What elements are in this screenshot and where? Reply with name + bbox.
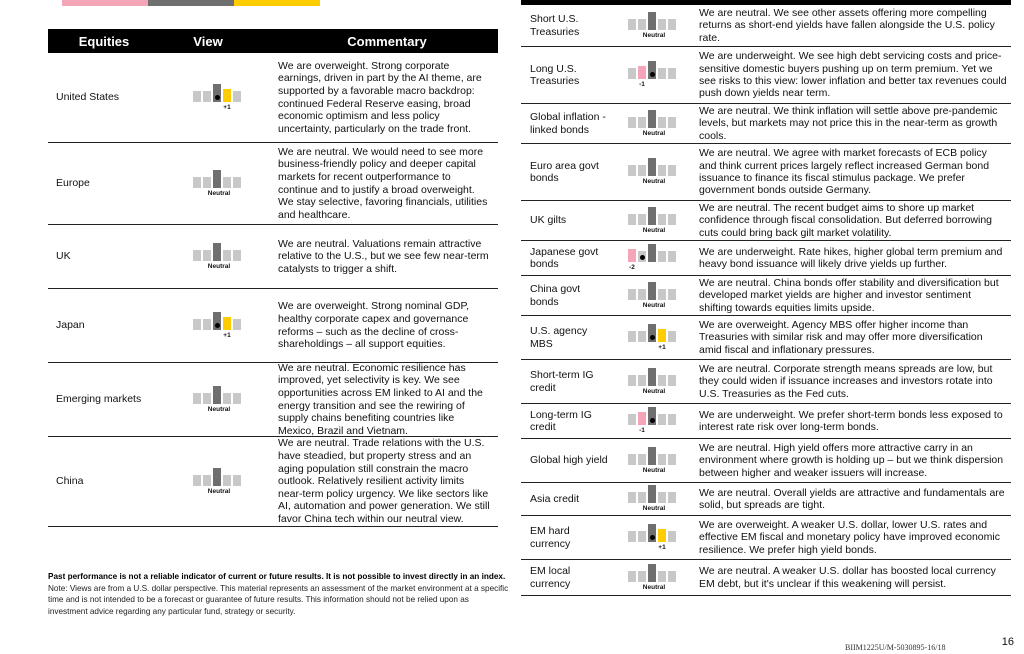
gauge-label: Neutral — [642, 31, 666, 39]
gauge-bar — [648, 447, 656, 465]
gauge-bar — [233, 393, 241, 404]
gauge-bar — [638, 531, 646, 542]
gauge-label: Neutral — [207, 405, 231, 413]
table-row — [521, 144, 1011, 201]
gauge-bar — [628, 331, 636, 342]
view-cell — [160, 85, 278, 111]
asset-name: Asia credit — [530, 492, 580, 505]
asset-name: UK gilts — [530, 214, 567, 227]
gauge-marker-dot — [650, 335, 655, 340]
view-cell — [609, 369, 699, 395]
gauge-bar — [233, 250, 241, 261]
gauge-label: Neutral — [642, 505, 666, 512]
view-gauge — [628, 283, 680, 309]
view-cell — [609, 159, 699, 185]
asset-name: Euro area govt bonds — [530, 159, 599, 184]
view-gauge — [193, 387, 245, 413]
gauge-bar — [628, 165, 636, 176]
gauge-bar — [658, 117, 666, 128]
view-cell — [609, 208, 699, 234]
gauge-label: Neutral — [642, 387, 666, 395]
header-asset: Equities — [78, 33, 130, 49]
gauge-bar — [648, 244, 656, 262]
table-row — [521, 5, 1011, 47]
table-row — [48, 289, 498, 363]
view-gauge — [628, 525, 680, 551]
gauge-bar — [628, 19, 636, 30]
view-gauge — [628, 565, 680, 591]
view-cell — [609, 525, 699, 551]
gauge-bar — [628, 117, 636, 128]
asset-name: Global high yield — [530, 454, 608, 467]
gauge-bar — [628, 531, 636, 542]
view-gauge — [628, 62, 680, 88]
view-gauge — [628, 208, 680, 234]
gauge-bar — [213, 386, 221, 404]
asset-name: China — [56, 475, 84, 487]
asset-name: United States — [56, 91, 120, 103]
commentary: We are neutral. Corporate strength means spreads are low, but they could widen if issuance increases and investors rotate into U.S. Treasuries as the Fed cuts. — [699, 363, 993, 400]
view-cell — [609, 111, 699, 137]
view-cell — [160, 171, 278, 197]
commentary: We are neutral. A weaker U.S. dollar has boosted local currency EM debt, but it's unclear if this weakening will persist. — [699, 565, 996, 590]
asset-name: UK — [56, 250, 71, 262]
gauge-bar — [223, 393, 231, 404]
commentary: We are neutral. High yield offers more attractive carry in an environment where growth is holding up – but we think dispersion between higher and weaker issuers will increase. — [699, 442, 1004, 479]
commentary: We are overweight. Strong corporate earnings, driven in part by the AI theme, are supported by a favorable macro backdrop: continued Federal Reserve easing, broad economic optimism and less policy uncertainty, particularly on the trade front. — [278, 59, 482, 135]
gauge-bar — [233, 91, 241, 102]
gauge-bar — [638, 412, 646, 425]
legend-strip — [62, 0, 320, 6]
asset-name: U.S. agency MBS — [530, 325, 588, 350]
page-number: 16 — [1001, 636, 1014, 648]
table-row — [521, 360, 1011, 404]
legend-overweight-swatch — [234, 0, 320, 6]
gauge-label: -1 — [639, 81, 645, 88]
gauge-bar — [658, 165, 666, 176]
view-gauge — [628, 448, 680, 474]
gauge-bar — [668, 414, 676, 425]
fixed-income-table — [521, 0, 1011, 596]
table-row — [521, 516, 1011, 560]
gauge-label: Neutral — [642, 583, 666, 591]
equities-table-header — [48, 29, 498, 53]
table-row — [48, 225, 498, 289]
commentary: We are neutral. China bonds offer stability and diversification but developed market yields are higher and investor sentiment shifting towards equities limits upside. — [699, 277, 999, 314]
view-cell — [609, 283, 699, 309]
gauge-label: Neutral — [207, 262, 231, 270]
gauge-bar — [628, 214, 636, 225]
table-row — [521, 241, 1011, 276]
view-gauge — [193, 469, 245, 495]
commentary: We are underweight. We prefer short-term bonds less exposed to interest rate risk over long-term bonds. — [699, 408, 1003, 433]
gauge-bar — [638, 289, 646, 300]
table-row — [521, 439, 1011, 483]
asset-name: Japan — [56, 319, 85, 331]
gauge-bar — [628, 454, 636, 465]
gauge-label: Neutral — [207, 189, 231, 197]
asset-name: Europe — [56, 177, 90, 189]
gauge-bar — [638, 571, 646, 582]
commentary: We are overweight. Agency MBS offer higher income than Treasuries with similar risk and may offer more diversification amid fiscal and inflationary pressures. — [699, 319, 983, 356]
gauge-bar — [203, 393, 211, 404]
gauge-bar — [233, 319, 241, 330]
view-gauge — [193, 244, 245, 270]
gauge-bar — [648, 282, 656, 300]
commentary: We are neutral. We agree with market forecasts of ECB policy and think current prices largely reflect increased German bond issuance to finance its fiscal stimulus package. We prefer government bonds outside Germany. — [699, 147, 990, 197]
gauge-bar — [638, 331, 646, 342]
gauge-label: Neutral — [642, 129, 666, 137]
gauge-bar — [648, 207, 656, 225]
view-cell — [609, 245, 699, 271]
commentary: We are neutral. Economic resilience has improved, yet selectivity is key. We see opportunities across EM linked to AI and the energy transition and see the rewiring of supply chains benefiting countries like Mexico, Brazil and Vietnam. — [278, 361, 483, 437]
gauge-bar — [648, 110, 656, 128]
gauge-bar — [668, 214, 676, 225]
gauge-bar — [203, 475, 211, 486]
gauge-bar — [658, 289, 666, 300]
view-cell — [609, 62, 699, 88]
gauge-bar — [233, 475, 241, 486]
gauge-marker-dot — [640, 255, 645, 260]
gauge-bar — [638, 165, 646, 176]
view-gauge — [628, 159, 680, 185]
gauge-bar — [668, 289, 676, 300]
footnote-bold: Past performance is not a reliable indicator of current or future results. It is not possible to invest directly in an index. — [48, 572, 506, 581]
view-gauge — [628, 408, 680, 434]
commentary: We are neutral. Valuations remain attractive relative to the U.S., but we see few near-term catalysts to trigger a shift. — [278, 237, 489, 275]
gauge-bar — [213, 170, 221, 188]
commentary: We are overweight. A weaker U.S. dollar, lower U.S. rates and effective EM fiscal and monetary policy have improved economic resilience. We prefer high yield bonds. — [699, 519, 1000, 556]
gauge-bar — [668, 68, 676, 79]
gauge-bar — [668, 531, 676, 542]
gauge-bar — [648, 485, 656, 503]
gauge-bar — [223, 250, 231, 261]
asset-name: Japanese govt bonds — [530, 245, 599, 270]
gauge-bar — [668, 117, 676, 128]
view-cell — [160, 313, 278, 339]
gauge-marker-dot — [650, 418, 655, 423]
asset-name: Long-term IG credit — [530, 408, 592, 433]
gauge-bar — [213, 243, 221, 261]
gauge-bar — [668, 492, 676, 503]
view-gauge — [628, 486, 680, 512]
commentary: We are neutral. The recent budget aims to shore up market confidence through fiscal consolidation. But deferred borrowing cuts could bring back gilt market volatility. — [699, 202, 993, 239]
legend-underweight-swatch — [62, 0, 148, 6]
table-row — [521, 276, 1011, 316]
gauge-bar — [648, 158, 656, 176]
gauge-label: Neutral — [642, 466, 666, 474]
gauge-label: +1 — [658, 343, 666, 351]
gauge-bar — [648, 368, 656, 386]
view-gauge — [628, 111, 680, 137]
gauge-bar — [668, 331, 676, 342]
commentary: We are underweight. We see high debt servicing costs and price-sensitive domestic buyers pushing up on term premium. Yet we see risks to this view: lower inflation and better tax revenues could push down yields near term. — [699, 50, 1007, 100]
table-row — [48, 363, 498, 437]
gauge-bar — [223, 89, 231, 102]
gauge-bar — [658, 529, 666, 542]
gauge-label: Neutral — [642, 226, 666, 234]
gauge-bar — [628, 249, 636, 262]
view-gauge — [193, 85, 245, 111]
gauge-bar — [668, 251, 676, 262]
gauge-bar — [628, 289, 636, 300]
gauge-bar — [658, 251, 666, 262]
gauge-bar — [628, 492, 636, 503]
gauge-bar — [658, 375, 666, 386]
table-row — [521, 47, 1011, 104]
gauge-bar — [193, 250, 201, 261]
gauge-label: Neutral — [207, 487, 231, 495]
asset-name: Long U.S. Treasuries — [530, 62, 580, 87]
view-gauge — [628, 325, 680, 351]
view-cell — [609, 325, 699, 351]
view-cell — [160, 244, 278, 270]
table-row — [521, 483, 1011, 516]
gauge-bar — [628, 571, 636, 582]
gauge-bar — [223, 317, 231, 330]
gauge-bar — [648, 564, 656, 582]
gauge-label: Neutral — [642, 178, 666, 185]
commentary: We are neutral. We think inflation will settle above pre-pandemic levels, but markets may not price this in the near-term as growth cools. — [699, 105, 998, 142]
table-row — [48, 53, 498, 143]
gauge-bar — [658, 329, 666, 342]
legend-neutral-swatch — [148, 0, 234, 6]
gauge-bar — [658, 214, 666, 225]
gauge-bar — [203, 319, 211, 330]
view-cell — [609, 408, 699, 434]
gauge-marker-dot — [650, 72, 655, 77]
gauge-bar — [668, 165, 676, 176]
commentary: We are underweight. Rate hikes, higher global term premium and heavy bond issuance will likely drive yields up further. — [699, 245, 1003, 270]
gauge-bar — [638, 375, 646, 386]
view-gauge — [628, 245, 680, 271]
gauge-label: -1 — [639, 427, 645, 434]
gauge-bar — [203, 91, 211, 102]
equities-table — [48, 29, 498, 527]
commentary: We are neutral. Overall yields are attractive and fundamentals are solid, but spreads are tight. — [699, 486, 1005, 511]
commentary: We are neutral. Trade relations with the U.S. have steadied, but property stress and an aging population still constrain the macro outlook. Relatively resilient activity limits near-term policy urgency. We like sectors like AI, automation and power generation. We still favor China tech within our neutral view. — [278, 437, 490, 525]
view-gauge — [193, 313, 245, 339]
view-cell — [609, 13, 699, 39]
gauge-label: +1 — [223, 103, 231, 111]
commentary: We are overweight. Strong nominal GDP, healthy corporate capex and governance reforms – such as the decline of cross-shareholdings – all support equities. — [278, 300, 470, 351]
gauge-marker-dot — [215, 323, 220, 328]
gauge-bar — [193, 475, 201, 486]
footnote — [48, 571, 510, 617]
asset-name: Global inflation - linked bonds — [530, 111, 606, 136]
gauge-bar — [658, 414, 666, 425]
asset-name: Emerging markets — [56, 393, 142, 405]
commentary: We are neutral. We would need to see more business-friendly policy and deeper capital markets for recent outperformance to continue and to justify a broad overweight. We stay selective, favoring financials, utilities and healthcare. — [278, 145, 488, 221]
commentary: We are neutral. We see other assets offering more compelling returns as short-end yields have fallen alongside the U.S. policy rate. — [699, 7, 995, 44]
gauge-bar — [223, 177, 231, 188]
view-gauge — [193, 171, 245, 197]
gauge-bar — [233, 177, 241, 188]
gauge-bar — [668, 375, 676, 386]
table-row — [521, 201, 1011, 241]
gauge-bar — [668, 454, 676, 465]
table-row — [48, 437, 498, 527]
gauge-label: +1 — [658, 543, 666, 551]
gauge-label: +1 — [223, 331, 231, 339]
table-row — [521, 316, 1011, 360]
gauge-label: Neutral — [642, 301, 666, 309]
view-cell — [160, 469, 278, 495]
gauge-bar — [213, 468, 221, 486]
gauge-bar — [658, 492, 666, 503]
gauge-bar — [203, 177, 211, 188]
gauge-bar — [193, 393, 201, 404]
gauge-bar — [638, 214, 646, 225]
asset-name: Short U.S. Treasuries — [530, 13, 580, 38]
gauge-bar — [668, 19, 676, 30]
view-cell — [609, 565, 699, 591]
view-gauge — [628, 13, 680, 39]
gauge-bar — [193, 91, 201, 102]
asset-name: EM local currency — [530, 565, 571, 590]
header-view: View — [193, 33, 223, 49]
gauge-bar — [193, 319, 201, 330]
table-row — [521, 404, 1011, 439]
view-cell — [160, 387, 278, 413]
gauge-bar — [203, 250, 211, 261]
gauge-bar — [658, 454, 666, 465]
gauge-marker-dot — [215, 95, 220, 100]
gauge-bar — [638, 454, 646, 465]
view-gauge — [628, 369, 680, 395]
gauge-bar — [628, 68, 636, 79]
footnote-text: Note: Views are from a U.S. dollar perspective. This material represents an assessment of the market environment at a specific time and is not intended to be a forecast or guarantee of future results. This information should not be relied upon as investment advice regarding any particular fund, strategy or security. — [48, 583, 509, 616]
view-cell — [609, 448, 699, 474]
gauge-label: -2 — [629, 264, 635, 271]
gauge-bar — [638, 66, 646, 79]
gauge-bar — [668, 571, 676, 582]
gauge-marker-dot — [650, 535, 655, 540]
gauge-bar — [648, 12, 656, 30]
gauge-bar — [658, 19, 666, 30]
gauge-bar — [223, 475, 231, 486]
table-row — [521, 560, 1011, 596]
gauge-bar — [628, 375, 636, 386]
header-commentary: Commentary — [347, 33, 427, 49]
gauge-bar — [193, 177, 201, 188]
asset-name: China govt bonds — [530, 283, 581, 308]
asset-name: Short-term IG credit — [530, 369, 594, 394]
document-id: BIIM1225U/M-5030895-16/18 — [845, 643, 946, 652]
gauge-bar — [658, 68, 666, 79]
table-row — [521, 104, 1011, 144]
gauge-bar — [638, 19, 646, 30]
gauge-bar — [658, 571, 666, 582]
asset-name: EM hard currency — [530, 525, 571, 550]
table-row — [48, 143, 498, 225]
gauge-bar — [628, 414, 636, 425]
gauge-bar — [638, 492, 646, 503]
view-cell — [609, 486, 699, 512]
gauge-bar — [638, 117, 646, 128]
